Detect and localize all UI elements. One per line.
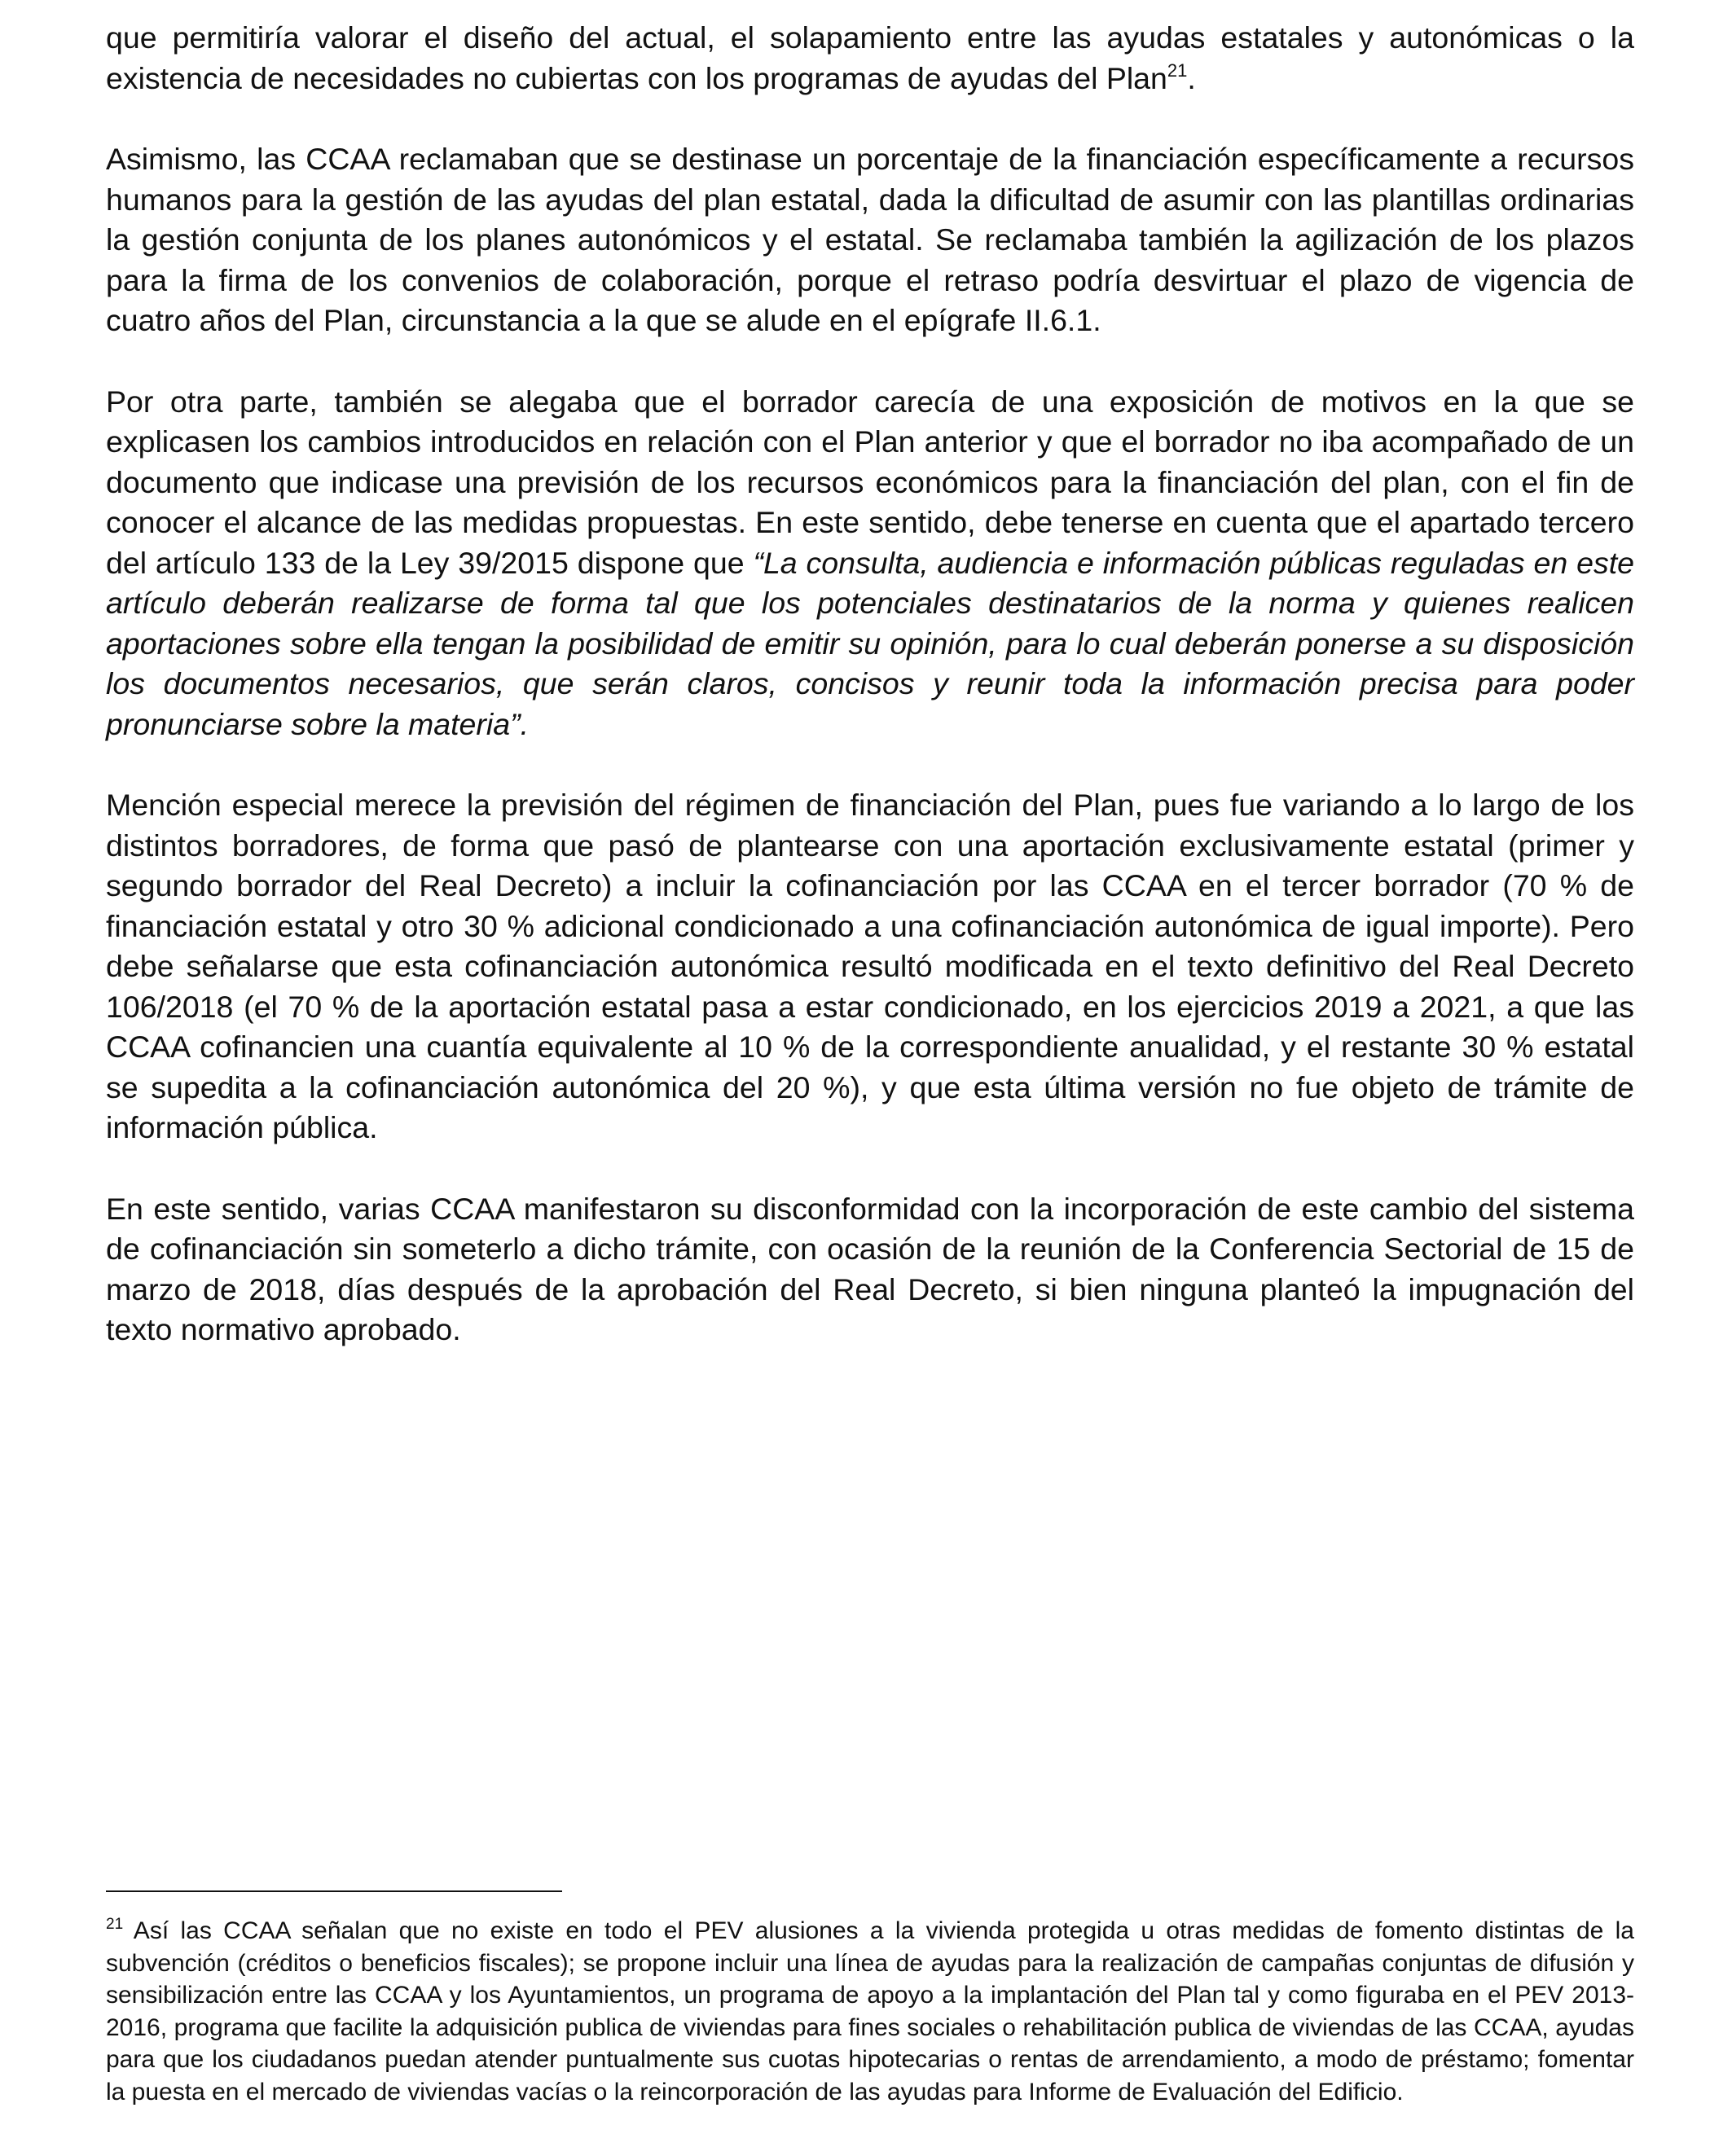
paragraph-3-text: Por otra parte, también se alegaba que el borrador carecía de una exposición de motivos en la que se explicasen los cambios introducidos en relación con el Plan anterior y que el borrador no iba acompañado de un documento que indicase una previsión de los recursos económicos para la financiación del plan, con el fin de conocer el alcance de las medidas propuestas. En este sentido, debe tenerse en cuenta que el apartado tercero del artículo 133 de la Ley 39/2015 dispone que [106,384,1634,580]
paragraph-5 [106,1189,1634,1350]
paragraph-1-text: que permitiría valorar el diseño del actual, el solapamiento entre las ayudas estatales y autonómicas o la existencia de necesidades no cubiertas con los programas de ayudas del Plan [106,20,1634,95]
paragraph-4-text: Mención especial merece la previsión del régimen de financiación del Plan, pues fue variando a lo largo de los distintos borradores, de forma que pasó de plantearse con una aportación exclusivamente estatal (primer y segundo borrador del Real Decreto) a incluir la cofinanciación por las CCAA en el tercer borrador (70 % de financiación estatal y otro 30 % adicional condicionado a una cofinanciación autonómica de igual importe). Pero debe señalarse que esta cofinanciación autonómica resultó modificada en el texto definitivo del Real Decreto 106/2018 (el 70 % de la aportación estatal pasa a estar condicionado, en los ejercicios 2019 a 2021, a que las CCAA cofinancien una cuantía equivalente al 10 % de la correspondiente anualidad, y el restante 30 % estatal se supedita a la cofinanciación autonómica del 20 %), y que esta última versión no fue objeto de trámite de información pública. [106,788,1634,1144]
footnote-section [106,1890,1634,2108]
paragraph-2 [106,139,1634,341]
paragraph-1 [106,18,1634,99]
law-quote: “La consulta, audiencia e información públicas reguladas en este artículo deberán realizarse de forma tal que los potenciales destinatarios de la norma y quienes realicen aportaciones sobre ella tengan la posibilidad de emitir su opinión, para lo cual deberán ponerse a su disposición los documentos necesarios, que serán claros, concisos y reunir toda la información precisa para poder pronunciarse sobre la materia”. [106,545,1634,741]
footnote-number: 21 [106,1916,124,1933]
footnote-text: Así las CCAA señalan que no existe en todo el PEV alusiones a la vivienda protegida u otras medidas de fomento distintas de la subvención (créditos o beneficios fiscales); se propone incluir una línea de ayudas para la realización de campañas conjuntas de difusión y sensibilización entre las CCAA y los Ayuntamientos, un programa de apoyo a la implantación del Plan tal y como figuraba en el PEV 2013-2016, programa que facilite la adquisición publica de viviendas para fines sociales o rehabilitación publica de viviendas de las CCAA, ayudas para que los ciudadanos puedan atender puntualmente sus cuotas hipotecarias o rentas de arrendamiento, a modo de préstamo; fomentar la puesta en el mercado de viviendas vacías o la reincorporación de las ayudas para Informe de Evaluación del Edificio. [106,1917,1634,2106]
footnote-reference[interactable]: 21 [1167,59,1188,81]
paragraph-5-text: En este sentido, varias CCAA manifestaron su disconformidad con la incorporación de este cambio del sistema de cofinanciación sin someterlo a dicho trámite, con ocasión de la reunión de la Conferencia Sectorial de 15 de marzo de 2018, días después de la aprobación del Real Decreto, si bien ninguna planteó la impugnación del texto normativo aprobado. [106,1191,1634,1346]
paragraph-1-end: . [1187,60,1196,95]
document-body [106,18,1634,1391]
paragraph-4 [106,785,1634,1148]
paragraph-3 [106,382,1634,745]
footnote-21 [106,1915,1634,2108]
paragraph-2-text: Asimismo, las CCAA reclamaban que se destinase un porcentaje de la financiación específicamente a recursos humanos para la gestión de las ayudas del plan estatal, dada la dificultad de asumir con las plantillas ordinarias la gestión conjunta de los planes autonómicos y el estatal. Se reclamaba también la agilización de los plazos para la firma de los convenios de colaboración, porque el retraso podría desvirtuar el plazo de vigencia de cuatro años del Plan, circunstancia a la que se alude en el epígrafe II.6.1. [106,142,1634,337]
footnote-separator [106,1890,562,1892]
